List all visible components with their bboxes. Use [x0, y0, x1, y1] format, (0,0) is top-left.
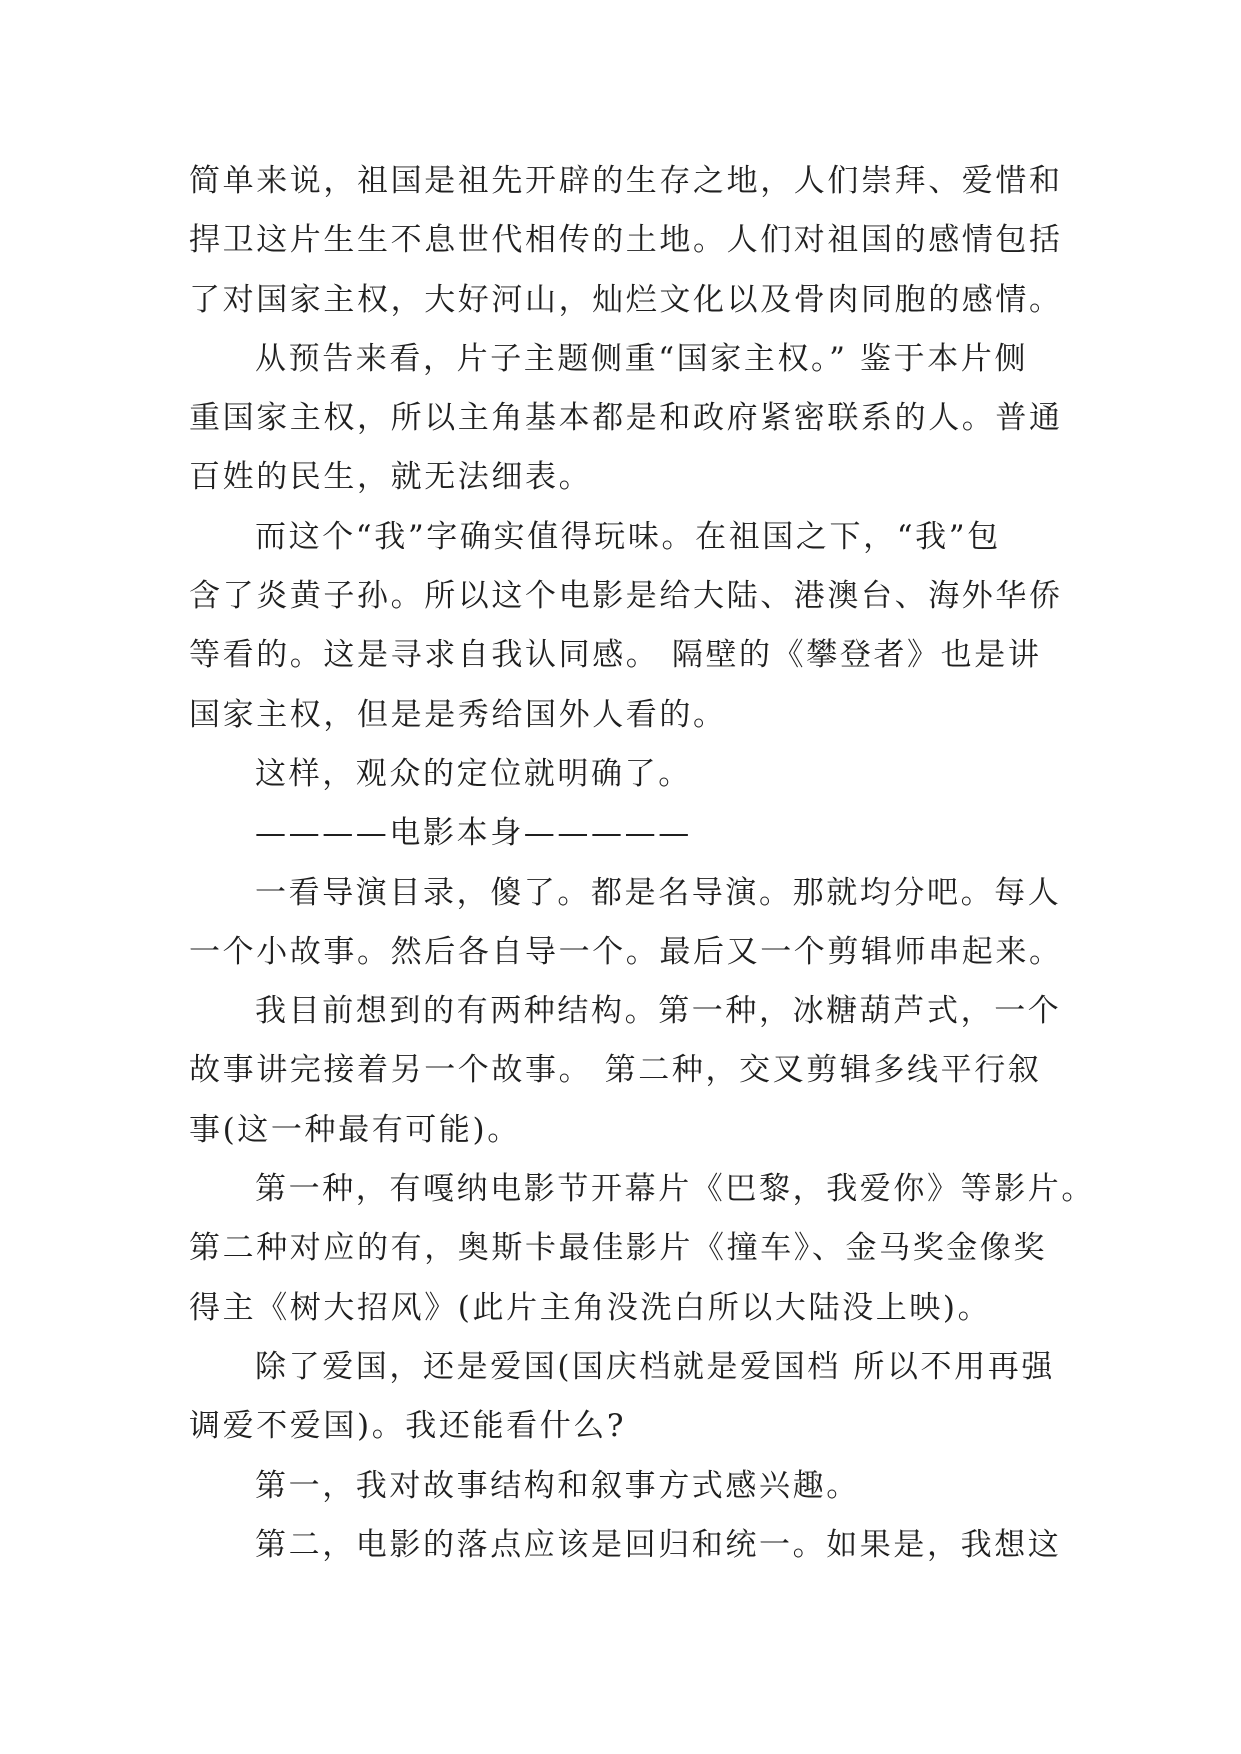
text-line: 一个小故事。然后各自导一个。最后又一个剪辑师串起来。 [189, 933, 1063, 970]
text-line: 国家主权，但是是秀给国外人看的。 [189, 696, 727, 733]
text-line: 简单来说，祖国是祖先开辟的生存之地，人们崇拜、爱惜和 [189, 163, 1063, 199]
paragraph-first-line: 而这个“我”字确实值得玩味。在祖国之下，“我”包 [255, 518, 1001, 555]
text-line: 调爱不爱国)。我还能看什么? [189, 1408, 627, 1445]
document-body [189, 152, 1095, 1575]
paragraph-first-line: 这样，观众的定位就明确了。 [255, 755, 692, 792]
text-line: 等看的。这是寻求自我认同感。 隔壁的《攀登者》也是讲 [189, 637, 1042, 674]
text-line: 故事讲完接着另一个故事。 第二种，交叉剪辑多线平行叙 [189, 1052, 1042, 1089]
paragraph-first-line: 从预告来看，片子主题侧重“国家主权。” 鉴于本片侧 [255, 340, 1029, 377]
paragraph-first-line: 第二，电影的落点应该是回归和统一。如果是，我想这 [255, 1526, 1062, 1563]
text-line: 第二种对应的有，奥斯卡最佳影片《撞车》、金马奖金像奖 [189, 1230, 1048, 1267]
paragraph-first-line: ————电影本身————— [255, 815, 692, 852]
paragraph-first-line: 第一，我对故事结构和叙事方式感兴趣。 [255, 1467, 860, 1504]
text-line: 得主《树大招风》(此片主角没洗白所以大陆没上映)。 [189, 1289, 992, 1326]
text-line: 捍卫这片生生不息世代相传的土地。人们对祖国的感情包括 [189, 222, 1063, 259]
paragraph-first-line: 一看导演目录，傻了。都是名导演。那就均分吧。每人 [255, 874, 1062, 911]
text-line: 百姓的民生，就无法细表。 [189, 459, 593, 496]
paragraph-first-line: 除了爱国，还是爱国(国庆档就是爱国档 所以不用再强 [255, 1348, 1055, 1385]
text-line: 事(这一种最有可能)。 [189, 1111, 521, 1148]
text-line: 了对国家主权，大好河山，灿烂文化以及骨肉同胞的感情。 [189, 281, 1063, 318]
paragraph-first-line: 第一种，有嘎纳电影节开幕片《巴黎，我爱你》等影片。 [255, 1171, 1095, 1208]
paragraph-first-line: 我目前想到的有两种结构。第一种，冰糖葫芦式，一个 [255, 993, 1062, 1030]
text-line: 含了炎黄子孙。所以这个电影是给大陆、港澳台、海外华侨 [189, 578, 1063, 615]
text-line: 重国家主权，所以主角基本都是和政府紧密联系的人。普通 [189, 400, 1063, 437]
